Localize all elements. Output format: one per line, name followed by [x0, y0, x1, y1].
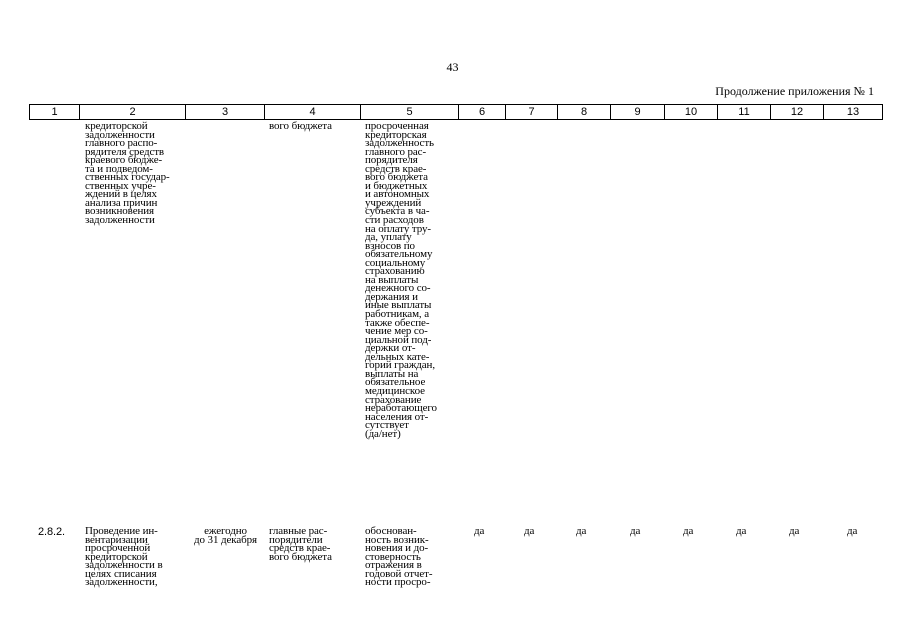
column-number-11: 11 — [718, 105, 771, 120]
column-number-5: 5 — [361, 105, 459, 120]
column-number-6: 6 — [459, 105, 506, 120]
column-number-8: 8 — [558, 105, 611, 120]
column-number-7: 7 — [506, 105, 558, 120]
row2-value-col9: да — [630, 525, 641, 537]
continuation-label: Продолжение приложения № 1 — [715, 84, 874, 98]
column-number-12: 12 — [771, 105, 824, 120]
row1-responsible-cell: вого бюджета — [269, 120, 332, 132]
column-number-9: 9 — [611, 105, 665, 120]
row2-number: 2.8.2. — [38, 526, 65, 538]
row2-value-col13: да — [847, 525, 858, 537]
row2-description-cell: Проведение ин- вентаризации просроченной кредиторской задолженности в целях списания задолженности, — [85, 525, 163, 589]
row1-indicator-cell: просроченная кредиторская задолженность главного рас- порядителя средств крае- вого бюджета и бюджетных и автономных учреждений субъекта в ча- сти расходов на оплату тру- да, уплату взносов по обязательному социальному страхованию на выплаты денежного со- держания и иные выплаты работникам, а также обеспе- чение мер со- циальной под- держки от- дельных кате- горий граждан, выплаты на обязательное медицинское страхование неработающего населения от- сутствует (да/нет) — [365, 120, 437, 440]
row2-value-col11: да — [736, 525, 747, 537]
column-number-2: 2 — [80, 105, 186, 120]
page-number: 43 — [446, 60, 459, 74]
column-number-13: 13 — [824, 105, 883, 120]
column-number-1: 1 — [30, 105, 80, 120]
column-number-3: 3 — [186, 105, 265, 120]
row2-deadline-cell: ежегодно до 31 декабря — [194, 525, 257, 546]
row1-description-cell: кредиторской задолженности главного распо- рядителя средств краевого бюдже- та и подведом- ственных государ- ственных учре- ждений в целях анализа причин возникновения задолженности — [85, 120, 170, 227]
row2-value-col6: да — [474, 525, 485, 537]
column-number-4: 4 — [265, 105, 361, 120]
row2-indicator-cell: обоснован- ность возник- новения и до- стоверность отражения в годовой отчет- ности просро- — [365, 525, 433, 589]
row2-value-col10: да — [683, 525, 694, 537]
row2-responsible-cell: главные рас- порядители средств крае- вого бюджета — [269, 525, 332, 563]
row2-value-col7: да — [524, 525, 535, 537]
row2-value-col8: да — [576, 525, 587, 537]
column-header-row — [29, 104, 883, 120]
row2-value-col12: да — [789, 525, 800, 537]
column-number-10: 10 — [665, 105, 718, 120]
